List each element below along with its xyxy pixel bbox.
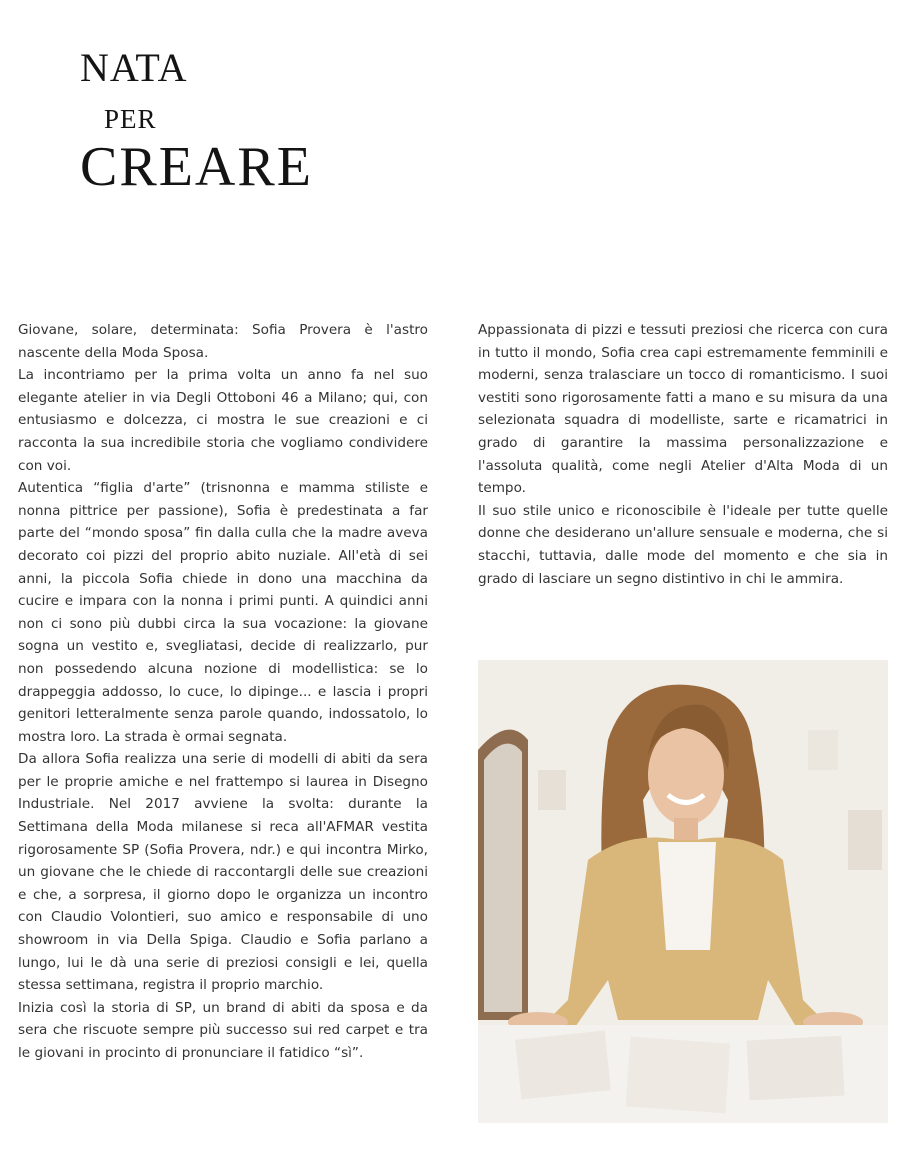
paragraph: Giovane, solare, determinata: Sofia Provera è l'astro nascente della Moda Sposa. bbox=[18, 322, 428, 361]
table-sketch bbox=[626, 1037, 731, 1114]
table-sketch bbox=[746, 1036, 844, 1101]
portrait-photo bbox=[478, 660, 888, 1123]
neck bbox=[674, 818, 698, 842]
left-text-column bbox=[18, 319, 428, 1065]
paragraph: Da allora Sofia realizza una serie di modelli di abiti da sera per le proprie amiche e nel frattempo si laurea in Disegno Industriale. Nel 2017 avviene la svolta: durante la Settimana della Moda milanese si reca all'AFMAR vestita rigorosamente SP (Sofia Provera, ndr.) e qui incontra Mirko, un giovane che le chiede di raccontargli delle sue creazioni e che, a sorpresa, il giorno dopo le organizza un incontro con Claudio Volontieri, suo amico e responsabile di uno showroom in via Della Spiga. Claudio e Sofia parlano a lungo, lui le dà una serie di preziosi consigli e lei, quella stessa settimana, registra il proprio marchio. bbox=[18, 751, 428, 994]
wall-sketch bbox=[808, 730, 838, 770]
wall-sketch bbox=[848, 810, 882, 870]
paragraph: Il suo stile unico e riconoscibile è l'ideale per tutte quelle donne che desiderano un'allure sensuale e moderna, che si stacchi, tuttavia, dalle mode del momento e che sia in grado di lasciare un segno distintivo in chi le ammira. bbox=[478, 502, 888, 587]
portrait-illustration bbox=[478, 660, 888, 1123]
paragraph: Autentica “figlia d'arte” (trisnonna e mamma stiliste e nonna pittrice per passione), Sofia è predestinata a far parte del “mondo sposa” fin dalla culla che la madre aveva decorato coi pizzi del proprio abito nuziale. All'età di sei anni, la piccola Sofia chiede in dono una macchina da cucire e impara con la nonna i primi punti. A quindici anni non ci sono più dubbi circa la sua vocazione: la giovane sogna un vestito e, svegliatasi, decide di realizzarlo, pur non possedendo alcuna nozione di modellistica: se lo drappeggia addosso, lo cuce, lo dipinge... e lascia i propri genitori letteralmente senza parole quando, indossatolo, lo mostra loro. La strada è ormai segnata. bbox=[18, 480, 428, 745]
table-sketch bbox=[515, 1030, 611, 1099]
title-line-1: NATA bbox=[80, 45, 188, 90]
arch-mirror bbox=[484, 744, 522, 1012]
title-line-2: PER bbox=[104, 104, 157, 134]
title-line-3: CREARE bbox=[80, 136, 313, 198]
article-title bbox=[80, 45, 313, 198]
white-top bbox=[658, 842, 716, 950]
wall-sketch bbox=[538, 770, 566, 810]
right-text-column bbox=[478, 319, 888, 590]
paragraph: Inizia così la storia di SP, un brand di abiti da sposa e da sera che riscuote sempre più successo sui red carpet e tra le giovani in procinto di pronunciare il fatidico “sì”. bbox=[18, 999, 428, 1061]
paragraph: Appassionata di pizzi e tessuti preziosi che ricerca con cura in tutto il mondo, Sofia crea capi estremamente femminili e moderni, senza tralasciare un tocco di romanticismo. I suoi vestiti sono rigorosamente fatti a mano e su misura da una selezionata squadra di modelliste, sarte e ricamatrici in grado di garantire la massima personalizzazione e l'assoluta qualità, come negli Atelier d'Alta Moda di un tempo. bbox=[478, 322, 888, 497]
paragraph: La incontriamo per la prima volta un anno fa nel suo elegante atelier in via Degli Ottoboni 46 a Milano; qui, con entusiasmo e dolcezza, ci mostra le sue creazioni e ci racconta la sua incredibile storia che vogliamo condividere con voi. bbox=[18, 367, 428, 474]
